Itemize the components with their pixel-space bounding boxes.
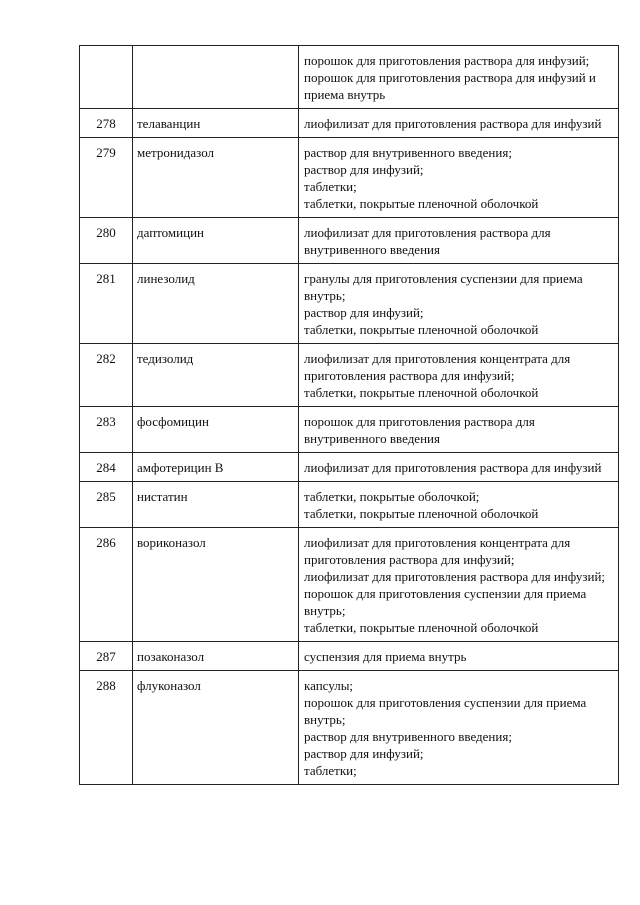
row-number: 280 xyxy=(80,218,133,264)
dosage-forms xyxy=(299,482,619,528)
dosage-form-line: лиофилизат для приготовления концентрата для приготовления раствора для инфузий; xyxy=(304,535,571,567)
table-row xyxy=(80,109,619,138)
dosage-form-line: таблетки, покрытые пленочной оболочкой xyxy=(304,385,539,400)
row-number: 284 xyxy=(80,453,133,482)
drug-name: тедизолид xyxy=(133,344,299,407)
drug-name: метронидазол xyxy=(133,138,299,218)
dosage-form-line: порошок для приготовления раствора для инфузий и приема внутрь xyxy=(304,70,596,102)
row-number: 281 xyxy=(80,264,133,344)
drug-name: даптомицин xyxy=(133,218,299,264)
drug-name: амфотерицин B xyxy=(133,453,299,482)
row-number: 288 xyxy=(80,671,133,785)
dosage-forms xyxy=(299,344,619,407)
dosage-forms xyxy=(299,642,619,671)
dosage-form-line: раствор для инфузий; xyxy=(304,162,424,177)
dosage-forms xyxy=(299,528,619,642)
table-row xyxy=(80,46,619,109)
row-number: 283 xyxy=(80,407,133,453)
table-row xyxy=(80,671,619,785)
table-row xyxy=(80,218,619,264)
table-row xyxy=(80,528,619,642)
drug-name xyxy=(133,46,299,109)
drug-name: позаконазол xyxy=(133,642,299,671)
dosage-forms xyxy=(299,138,619,218)
dosage-form-line: лиофилизат для приготовления раствора для инфузий xyxy=(304,116,602,131)
dosage-forms xyxy=(299,264,619,344)
dosage-form-line: лиофилизат для приготовления раствора для внутривенного введения xyxy=(304,225,551,257)
dosage-form-line: порошок для приготовления раствора для инфузий; xyxy=(304,53,590,68)
row-number: 282 xyxy=(80,344,133,407)
dosage-form-line: лиофилизат для приготовления раствора для инфузий; xyxy=(304,569,606,584)
table-row xyxy=(80,642,619,671)
dosage-form-line: раствор для внутривенного введения; xyxy=(304,729,512,744)
dosage-form-line: капсулы; xyxy=(304,678,354,693)
dosage-form-line: таблетки; xyxy=(304,179,357,194)
table-body xyxy=(80,46,619,785)
drug-name: линезолид xyxy=(133,264,299,344)
drug-table xyxy=(79,45,619,785)
table-row xyxy=(80,344,619,407)
dosage-form-line: раствор для инфузий; xyxy=(304,305,424,320)
dosage-form-line: порошок для приготовления суспензии для приема внутрь; xyxy=(304,586,587,618)
drug-name: нистатин xyxy=(133,482,299,528)
dosage-form-line: порошок для приготовления раствора для внутривенного введения xyxy=(304,414,535,446)
dosage-form-line: суспензия для приема внутрь xyxy=(304,649,467,664)
drug-name: фосфомицин xyxy=(133,407,299,453)
table-row xyxy=(80,407,619,453)
dosage-form-line: лиофилизат для приготовления раствора для инфузий xyxy=(304,460,602,475)
row-number xyxy=(80,46,133,109)
table-row xyxy=(80,453,619,482)
dosage-form-line: таблетки, покрытые пленочной оболочкой xyxy=(304,620,539,635)
dosage-forms xyxy=(299,407,619,453)
dosage-form-line: раствор для инфузий; xyxy=(304,746,424,761)
row-number: 286 xyxy=(80,528,133,642)
dosage-forms xyxy=(299,218,619,264)
dosage-form-line: раствор для внутривенного введения; xyxy=(304,145,512,160)
dosage-form-line: таблетки; xyxy=(304,763,357,778)
dosage-form-line: гранулы для приготовления суспензии для приема внутрь; xyxy=(304,271,583,303)
dosage-form-line: таблетки, покрытые пленочной оболочкой xyxy=(304,322,539,337)
dosage-forms xyxy=(299,46,619,109)
drug-name: вориконазол xyxy=(133,528,299,642)
table-row xyxy=(80,138,619,218)
table-row xyxy=(80,264,619,344)
row-number: 287 xyxy=(80,642,133,671)
dosage-forms xyxy=(299,453,619,482)
dosage-form-line: порошок для приготовления суспензии для приема внутрь; xyxy=(304,695,587,727)
drug-name: телаванцин xyxy=(133,109,299,138)
row-number: 279 xyxy=(80,138,133,218)
dosage-form-line: таблетки, покрытые пленочной оболочкой xyxy=(304,506,539,521)
dosage-form-line: таблетки, покрытые пленочной оболочкой xyxy=(304,196,539,211)
dosage-forms xyxy=(299,671,619,785)
dosage-form-line: лиофилизат для приготовления концентрата для приготовления раствора для инфузий; xyxy=(304,351,571,383)
row-number: 285 xyxy=(80,482,133,528)
dosage-forms xyxy=(299,109,619,138)
row-number: 278 xyxy=(80,109,133,138)
table-row xyxy=(80,482,619,528)
drug-name: флуконазол xyxy=(133,671,299,785)
dosage-form-line: таблетки, покрытые оболочкой; xyxy=(304,489,480,504)
